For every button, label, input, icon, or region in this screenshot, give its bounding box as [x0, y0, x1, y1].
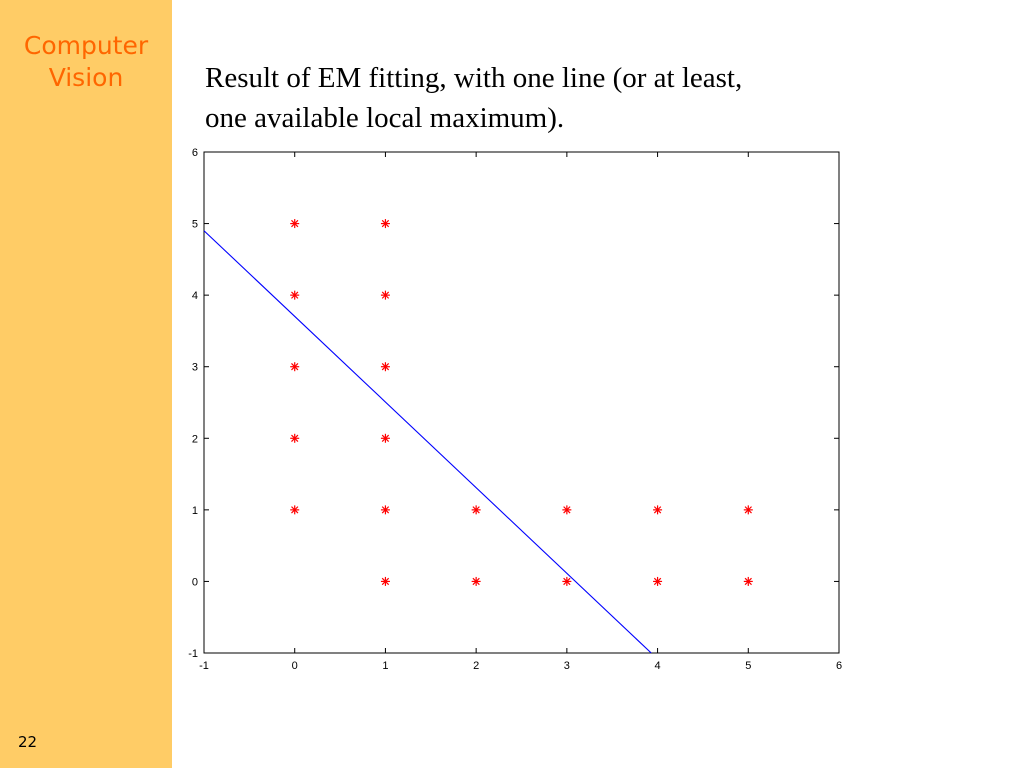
- slide-title-line-2: one available local maximum).: [205, 102, 565, 134]
- data-point: [744, 505, 753, 514]
- y-tick-label: 0: [191, 576, 198, 589]
- data-point: [381, 434, 390, 443]
- y-tick-label: -1: [188, 648, 198, 660]
- x-tick-label: 2: [473, 660, 480, 672]
- y-tick-label: 4: [191, 290, 198, 303]
- data-point: [290, 434, 299, 443]
- data-point: [562, 505, 571, 514]
- brand-line-2: Vision: [48, 63, 124, 92]
- data-point: [472, 577, 481, 586]
- y-tick-label: 6: [191, 147, 198, 159]
- y-tick-label: 5: [191, 218, 198, 231]
- data-point: [290, 362, 299, 371]
- data-point: [381, 219, 390, 228]
- plot-area: [204, 152, 839, 653]
- data-point: [653, 505, 662, 514]
- y-tick-label: 2: [191, 433, 198, 446]
- x-tick-label: 4: [654, 660, 661, 672]
- x-tick-label: 1: [382, 660, 389, 672]
- slide-title-line-1: Result of EM fitting, with one line (or at least,: [205, 62, 743, 94]
- data-point: [290, 219, 299, 228]
- data-point: [290, 505, 299, 514]
- data-point: [381, 291, 390, 300]
- data-point: [381, 577, 390, 586]
- brand-line-1: Computer: [23, 31, 149, 60]
- x-tick-label: 5: [745, 660, 752, 672]
- data-point: [744, 577, 753, 586]
- x-tick-label: 6: [835, 660, 843, 672]
- data-point: [381, 505, 390, 514]
- y-tick-label: 3: [191, 361, 198, 374]
- data-point: [562, 577, 571, 586]
- x-tick-label: -1: [199, 660, 209, 672]
- data-point: [290, 291, 299, 300]
- data-point: [653, 577, 662, 586]
- x-tick-label: 0: [291, 660, 298, 672]
- data-point: [381, 362, 390, 371]
- data-point: [472, 505, 481, 514]
- page-number: 22: [18, 733, 38, 751]
- x-tick-label: 3: [563, 660, 570, 672]
- y-tick-label: 1: [191, 504, 198, 517]
